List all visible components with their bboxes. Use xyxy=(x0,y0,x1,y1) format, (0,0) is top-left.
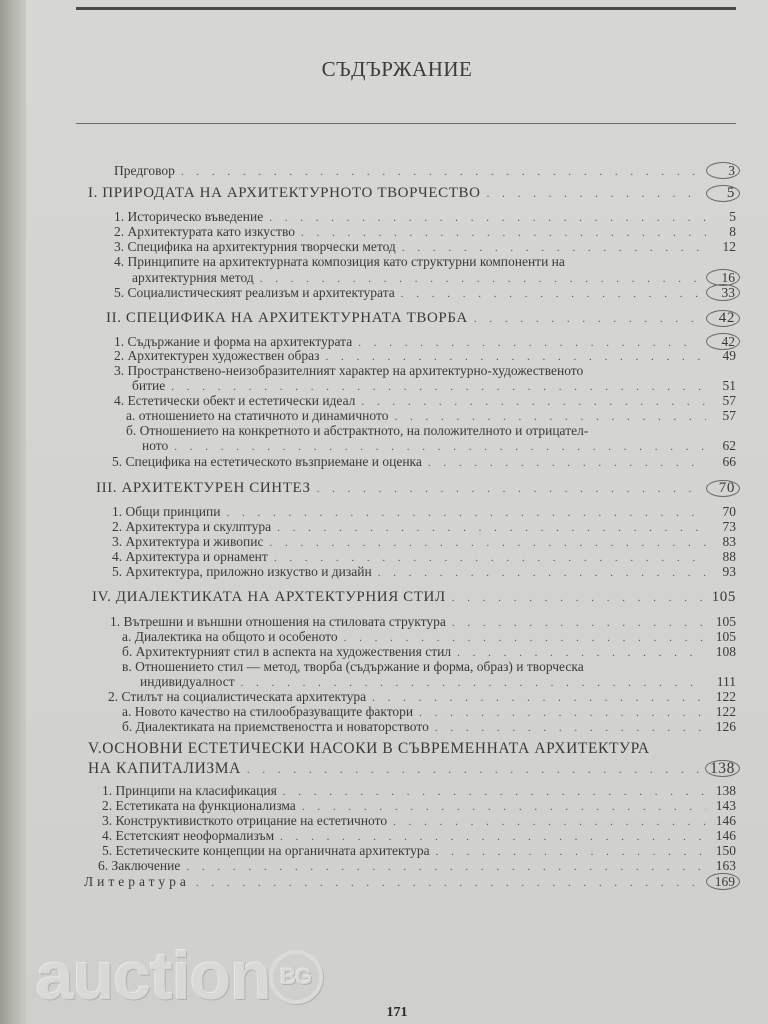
leader-dots xyxy=(247,763,699,778)
watermark-text: auction xyxy=(36,938,271,1014)
page-number: 122 xyxy=(715,689,736,704)
leader-dots xyxy=(487,187,700,202)
toc-entry-line1[interactable]: в. Отношението стил — метод, творба (съдържание и форма, образ) и творческа xyxy=(122,659,584,674)
page-number: 138 xyxy=(705,760,740,777)
toc-entry[interactable]: 2. Архитектурен художествен образ . . . 49 xyxy=(114,348,736,365)
page-number: 62 xyxy=(722,438,736,453)
page-number: 138 xyxy=(715,783,736,798)
page-number: 3 xyxy=(706,162,740,179)
toc-entry[interactable]: 4. Архитектура и орнамент . . . 88 xyxy=(112,549,736,566)
toc-entry[interactable]: 4. Естетският неоформализъм . . . 146 xyxy=(102,828,736,845)
book-page xyxy=(26,0,768,1024)
page-number: 105 xyxy=(715,614,736,629)
toc-entry[interactable]: 3. Конструктивисткото отрицание на естетичното . . . 146 xyxy=(102,813,736,830)
toc-chapter-1[interactable]: I. ПРИРОДАТА НА АРХИТЕКТУРНОТО ТВОРЧЕСТВО . . . 5 xyxy=(88,185,736,202)
toc-entry[interactable]: 2. Архитектура и скулптура . . . 73 xyxy=(112,519,736,536)
toc-entry[interactable]: а. отношението на статичното и динамичното . . . 57 xyxy=(126,408,736,425)
toc-chapter-2[interactable]: II. СПЕЦИФИКА НА АРХИТЕКТУРНАТА ТВОРБА . . . 42 xyxy=(106,310,736,327)
toc-entry[interactable]: 5. Специфика на естетическото възприемане и оценка . . . 66 xyxy=(112,454,736,471)
toc-entry-line1[interactable]: 4. Принципите на архитектурната композиция като структурни компоненти на xyxy=(114,254,565,269)
toc-entry-line1[interactable]: 3. Пространствено-неизобразителният характер на архитектурно-художественото xyxy=(114,363,584,378)
leader-dots xyxy=(378,566,706,581)
toc-entry[interactable]: 1. Съдържание и форма на архитектурата . . . 42 xyxy=(114,333,736,351)
page-number: 70 xyxy=(722,504,736,519)
page-title: СЪДЪРЖАНИЕ xyxy=(321,57,473,81)
page-number: 49 xyxy=(722,348,736,363)
page-number-footer: 171 xyxy=(386,1005,408,1020)
toc-entry[interactable]: 5. Естетическите концепции на органичната архитектура . . . 150 xyxy=(102,843,736,860)
page-number: 105 xyxy=(711,589,736,605)
page-number: 33 xyxy=(706,284,740,301)
page-number: 57 xyxy=(722,408,736,423)
page-number: 73 xyxy=(722,519,736,534)
toc-entry[interactable]: архитектурния метод . . . 16 xyxy=(132,269,736,287)
toc-entry[interactable]: 1. Историческо въведение . . . 5 xyxy=(114,209,736,226)
leader-dots xyxy=(174,440,706,455)
page-number: 12 xyxy=(722,239,736,254)
toc-entry-literature[interactable]: Литература . . . 169 xyxy=(84,873,736,891)
page-number: 143 xyxy=(715,798,736,813)
page-number: 51 xyxy=(722,378,736,393)
toc-entry-preface[interactable]: Предговор . . . 3 xyxy=(114,162,736,180)
toc-chapter-4[interactable]: IV. ДИАЛЕКТИКАТА НА АРХТЕКТУРНИЯ СТИЛ . . . 105 xyxy=(92,590,736,606)
page-number: 88 xyxy=(722,549,736,564)
auction-bg-watermark xyxy=(36,937,323,1015)
toc-entry[interactable]: 1. Общи принципи . . . 70 xyxy=(112,504,736,521)
toc-entry[interactable]: а. Диалектика на общото и особеното . . . 105 xyxy=(122,629,736,646)
title-rule xyxy=(76,123,736,124)
page-number: 42 xyxy=(706,310,740,327)
toc-entry-line1[interactable]: б. Отношението на конкретното и абстрактното, на положителното и отрицател- xyxy=(126,423,589,438)
page-number: 83 xyxy=(722,534,736,549)
leader-dots xyxy=(181,165,700,180)
leader-dots xyxy=(317,482,700,497)
leader-dots xyxy=(428,456,706,471)
toc-entry[interactable]: 4. Естетически обект и естетически идеал . . . 57 xyxy=(114,393,736,410)
toc-entry[interactable]: б. Архитектурният стил в аспекта на художествения стил . . . 108 xyxy=(122,644,736,661)
toc-entry[interactable]: 2. Стилът на социалистическата архитектура . . . 122 xyxy=(108,689,736,706)
leader-dots xyxy=(474,312,700,327)
page-number: 16 xyxy=(706,269,740,286)
toc-entry[interactable]: битие . . . 51 xyxy=(132,378,736,395)
toc-entry[interactable]: 3. Архитектура и живопис . . . 83 xyxy=(112,534,736,551)
toc-chapter-3[interactable]: III. АРХИТЕКТУРЕН СИНТЕЗ . . . 70 xyxy=(96,480,736,497)
top-rule xyxy=(76,7,736,10)
toc-chapter-5[interactable]: НА КАПИТАЛИЗМА . . . 138 xyxy=(88,760,736,778)
toc-entry[interactable]: 2. Архитектурата като изкуство . . . 8 xyxy=(114,224,736,241)
book-binding-edge xyxy=(0,0,26,1024)
toc-entry[interactable]: а. Новото качество на стилообразуващите фактори . . . 122 xyxy=(122,704,736,721)
leader-dots xyxy=(435,721,706,736)
page-number: 70 xyxy=(706,480,740,497)
page-number: 42 xyxy=(706,333,740,350)
page-number: 150 xyxy=(715,843,736,858)
toc-entry[interactable]: 5. Социалистическият реализъм и архитектурата . . . 33 xyxy=(114,284,736,302)
toc-entry[interactable]: 1. Вътрешни и външни отношения на стиловата структура . . . 105 xyxy=(110,614,736,631)
page-number: 169 xyxy=(706,873,740,890)
toc-entry[interactable]: б. Диалектиката на приемствеността и новаторството . . . 126 xyxy=(122,719,736,736)
leader-dots xyxy=(196,876,700,891)
page-number: 122 xyxy=(715,704,736,719)
page-number: 66 xyxy=(722,454,736,469)
page-number: 8 xyxy=(729,224,736,239)
toc-entry[interactable]: 1. Принципи на класификация . . . 138 xyxy=(102,783,736,800)
toc-chapter-5-line1[interactable]: V.ОСНОВНИ ЕСТЕТИЧЕСКИ НАСОКИ В СЪВРЕМЕННАТА АРХИТЕКТУРА xyxy=(88,740,650,757)
page-number: 146 xyxy=(715,813,736,828)
page-number: 105 xyxy=(715,629,736,644)
leader-dots xyxy=(401,287,700,302)
watermark-badge-icon: BG xyxy=(269,950,323,1004)
page-number: 146 xyxy=(715,828,736,843)
toc-entry[interactable]: 5. Архитектура, приложно изкуство и дизайн . . . 93 xyxy=(112,564,736,581)
leader-dots xyxy=(452,591,706,606)
page-number: 111 xyxy=(716,674,736,689)
page-number: 163 xyxy=(715,858,736,873)
page-number: 57 xyxy=(722,393,736,408)
toc-entry[interactable]: 2. Естетиката на функционализма . . . 143 xyxy=(102,798,736,815)
toc-entry[interactable]: индивидуалност . . . 111 xyxy=(140,674,736,691)
page-number: 5 xyxy=(729,209,736,224)
toc-entry[interactable]: 3. Специфика на архитектурния творчески метод . . . 12 xyxy=(114,239,736,256)
page-number: 108 xyxy=(715,644,736,659)
toc-entry[interactable]: ното . . . 62 xyxy=(142,438,736,455)
page-number: 5 xyxy=(706,185,740,202)
page-number: 93 xyxy=(722,564,736,579)
page-number: 126 xyxy=(715,719,736,734)
toc-entry[interactable]: 6. Заключение . . . 163 xyxy=(98,858,736,875)
